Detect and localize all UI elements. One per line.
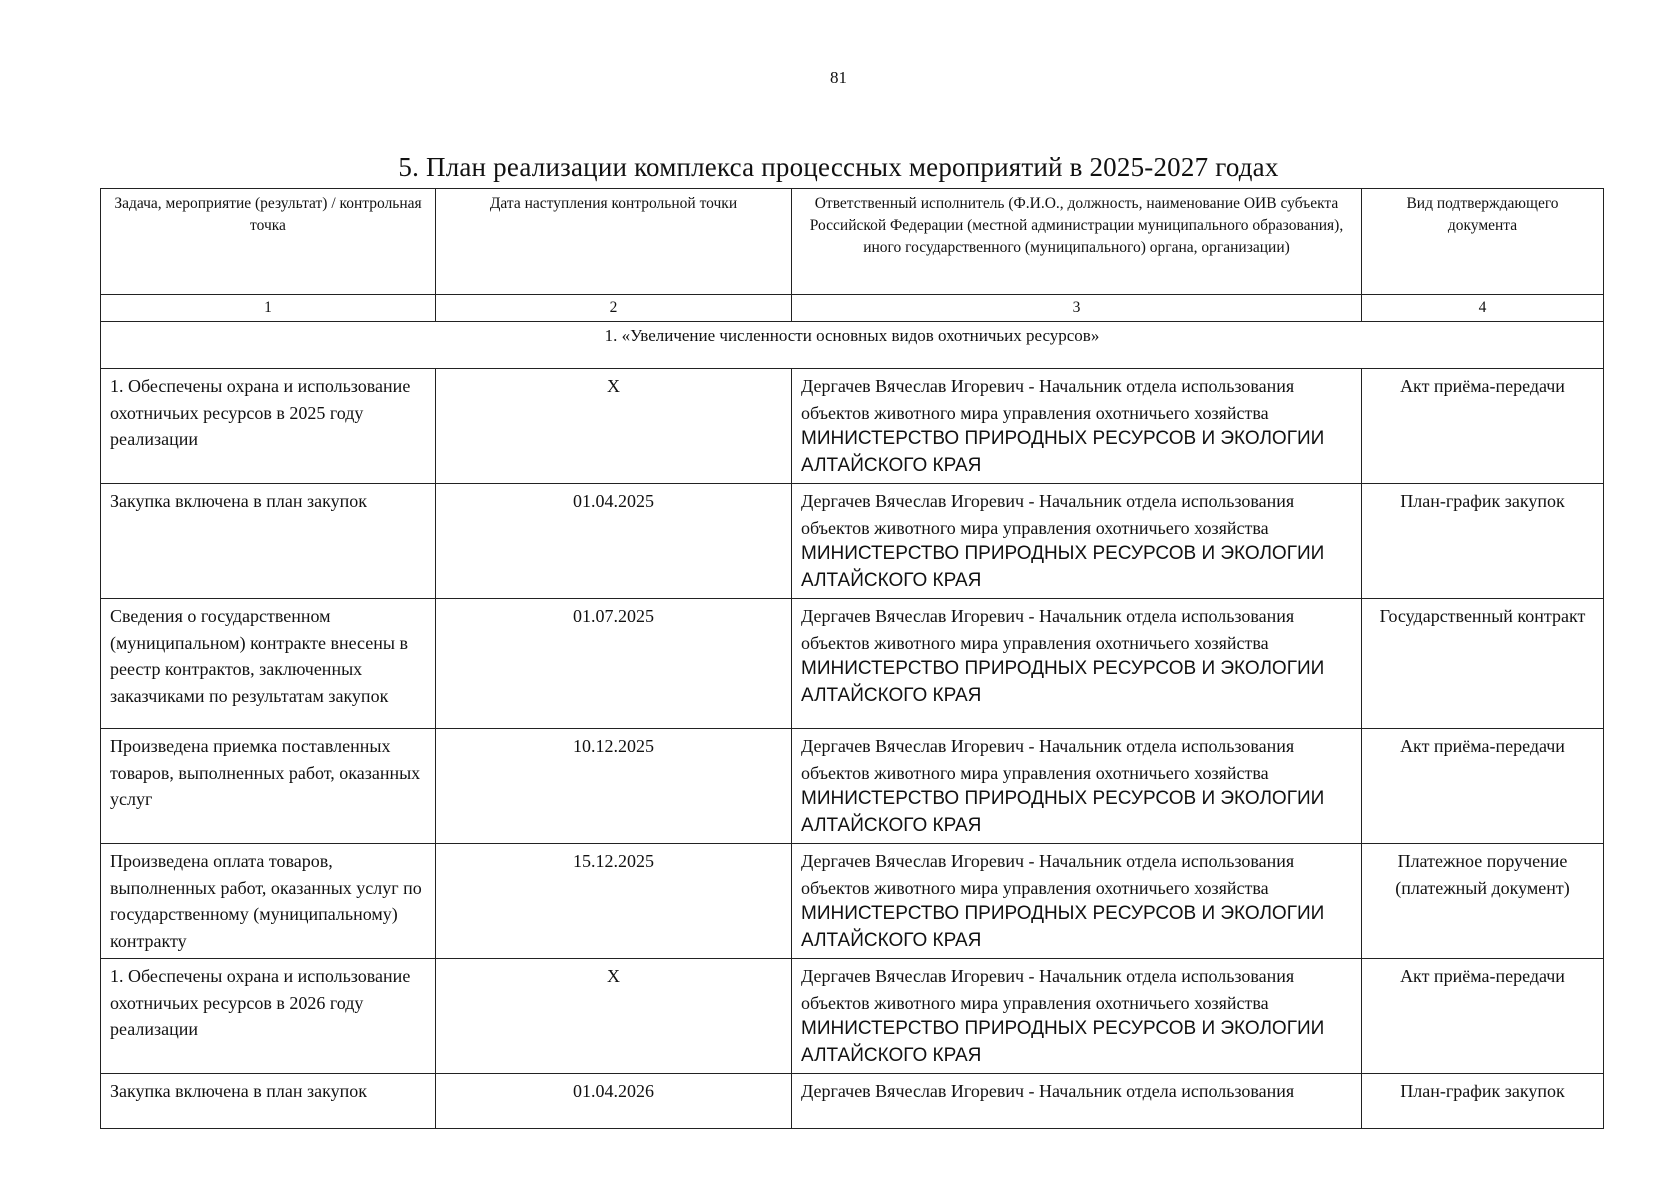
task-cell: Произведена оплата товаров, выполненных работ, оказанных услуг по государственному (муниципальному) контракту	[101, 844, 436, 959]
task-cell: 1. Обеспечены охрана и использование охотничьих ресурсов в 2025 году реализации	[101, 369, 436, 484]
column-number: 2	[436, 295, 792, 322]
table-row	[101, 369, 1604, 484]
date-cell: 01.04.2026	[436, 1074, 792, 1129]
header-document: Вид подтверждающего документа	[1362, 189, 1604, 295]
task-cell: Закупка включена в план закупок	[101, 1074, 436, 1129]
column-number-row	[101, 295, 1604, 322]
date-cell: 15.12.2025	[436, 844, 792, 959]
header-responsible: Ответственный исполнитель (Ф.И.О., должность, наименование ОИВ субъекта Российской Федерации (местной администрации муниципального образования), иного государственного (муниципального) органа, организации)	[792, 189, 1362, 295]
responsible-name: Дергачев Вячеслав Игоревич - Начальник отдела использования объектов животного мира управления охотничьего хозяйства	[801, 491, 1295, 538]
responsible-name: Дергачев Вячеслав Игоревич - Начальник отдела использования объектов животного мира управления охотничьего хозяйства	[801, 851, 1295, 898]
table-row	[101, 959, 1604, 1074]
responsible-cell	[792, 844, 1362, 959]
column-number: 4	[1362, 295, 1604, 322]
date-cell: 01.04.2025	[436, 484, 792, 599]
responsible-organization: МИНИСТЕРСТВО ПРИРОДНЫХ РЕСУРСОВ И ЭКОЛОГИИ АЛТАЙСКОГО КРАЯ	[801, 903, 1325, 951]
responsible-organization: МИНИСТЕРСТВО ПРИРОДНЫХ РЕСУРСОВ И ЭКОЛОГИИ АЛТАЙСКОГО КРАЯ	[801, 658, 1325, 706]
responsible-organization: МИНИСТЕРСТВО ПРИРОДНЫХ РЕСУРСОВ И ЭКОЛОГИИ АЛТАЙСКОГО КРАЯ	[801, 428, 1325, 476]
responsible-cell	[792, 484, 1362, 599]
table-row	[101, 844, 1604, 959]
responsible-cell	[792, 369, 1362, 484]
table-row	[101, 599, 1604, 729]
plan-table	[100, 188, 1604, 1129]
responsible-name: Дергачев Вячеслав Игоревич - Начальник отдела использования объектов животного мира управления охотничьего хозяйства	[801, 966, 1295, 1013]
table-header-row	[101, 189, 1604, 295]
header-date: Дата наступления контрольной точки	[436, 189, 792, 295]
column-number: 3	[792, 295, 1362, 322]
date-cell: 01.07.2025	[436, 599, 792, 729]
document-cell: План-график закупок	[1362, 1074, 1604, 1129]
section-row	[101, 322, 1604, 369]
header-task: Задача, мероприятие (результат) / контрольная точка	[101, 189, 436, 295]
table-row	[101, 484, 1604, 599]
responsible-cell	[792, 959, 1362, 1074]
responsible-cell	[792, 1074, 1362, 1129]
responsible-name: Дергачев Вячеслав Игоревич - Начальник отдела использования объектов животного мира управления охотничьего хозяйства	[801, 376, 1295, 423]
document-title: 5. План реализации комплекса процессных мероприятий в 2025-2027 годах	[398, 152, 1279, 182]
responsible-organization: МИНИСТЕРСТВО ПРИРОДНЫХ РЕСУРСОВ И ЭКОЛОГИИ АЛТАЙСКОГО КРАЯ	[801, 543, 1325, 591]
document-cell: Платежное поручение (платежный документ)	[1362, 844, 1604, 959]
date-cell: X	[436, 369, 792, 484]
column-number: 1	[101, 295, 436, 322]
responsible-name: Дергачев Вячеслав Игоревич - Начальник отдела использования объектов животного мира управления охотничьего хозяйства	[801, 736, 1295, 783]
document-cell: Акт приёма-передачи	[1362, 959, 1604, 1074]
section-title: 1. «Увеличение численности основных видов охотничьих ресурсов»	[101, 322, 1604, 369]
task-cell: Сведения о государственном (муниципальном) контракте внесены в реестр контрактов, заключенных заказчиками по результатам закупок	[101, 599, 436, 729]
task-cell: Закупка включена в план закупок	[101, 484, 436, 599]
document-cell: Акт приёма-передачи	[1362, 369, 1604, 484]
document-cell: Акт приёма-передачи	[1362, 729, 1604, 844]
page-number: 81	[830, 68, 847, 87]
responsible-organization: МИНИСТЕРСТВО ПРИРОДНЫХ РЕСУРСОВ И ЭКОЛОГИИ АЛТАЙСКОГО КРАЯ	[801, 788, 1325, 836]
responsible-cell	[792, 599, 1362, 729]
responsible-name: Дергачев Вячеслав Игоревич - Начальник отдела использования	[801, 1081, 1295, 1101]
date-cell: X	[436, 959, 792, 1074]
responsible-cell	[792, 729, 1362, 844]
task-cell: Произведена приемка поставленных товаров, выполненных работ, оказанных услуг	[101, 729, 436, 844]
document-cell: Государственный контракт	[1362, 599, 1604, 729]
responsible-organization: МИНИСТЕРСТВО ПРИРОДНЫХ РЕСУРСОВ И ЭКОЛОГИИ АЛТАЙСКОГО КРАЯ	[801, 1018, 1325, 1066]
document-cell: План-график закупок	[1362, 484, 1604, 599]
task-cell: 1. Обеспечены охрана и использование охотничьих ресурсов в 2026 году реализации	[101, 959, 436, 1074]
responsible-name: Дергачев Вячеслав Игоревич - Начальник отдела использования объектов животного мира управления охотничьего хозяйства	[801, 606, 1295, 653]
table-row	[101, 729, 1604, 844]
date-cell: 10.12.2025	[436, 729, 792, 844]
table-row	[101, 1074, 1604, 1129]
